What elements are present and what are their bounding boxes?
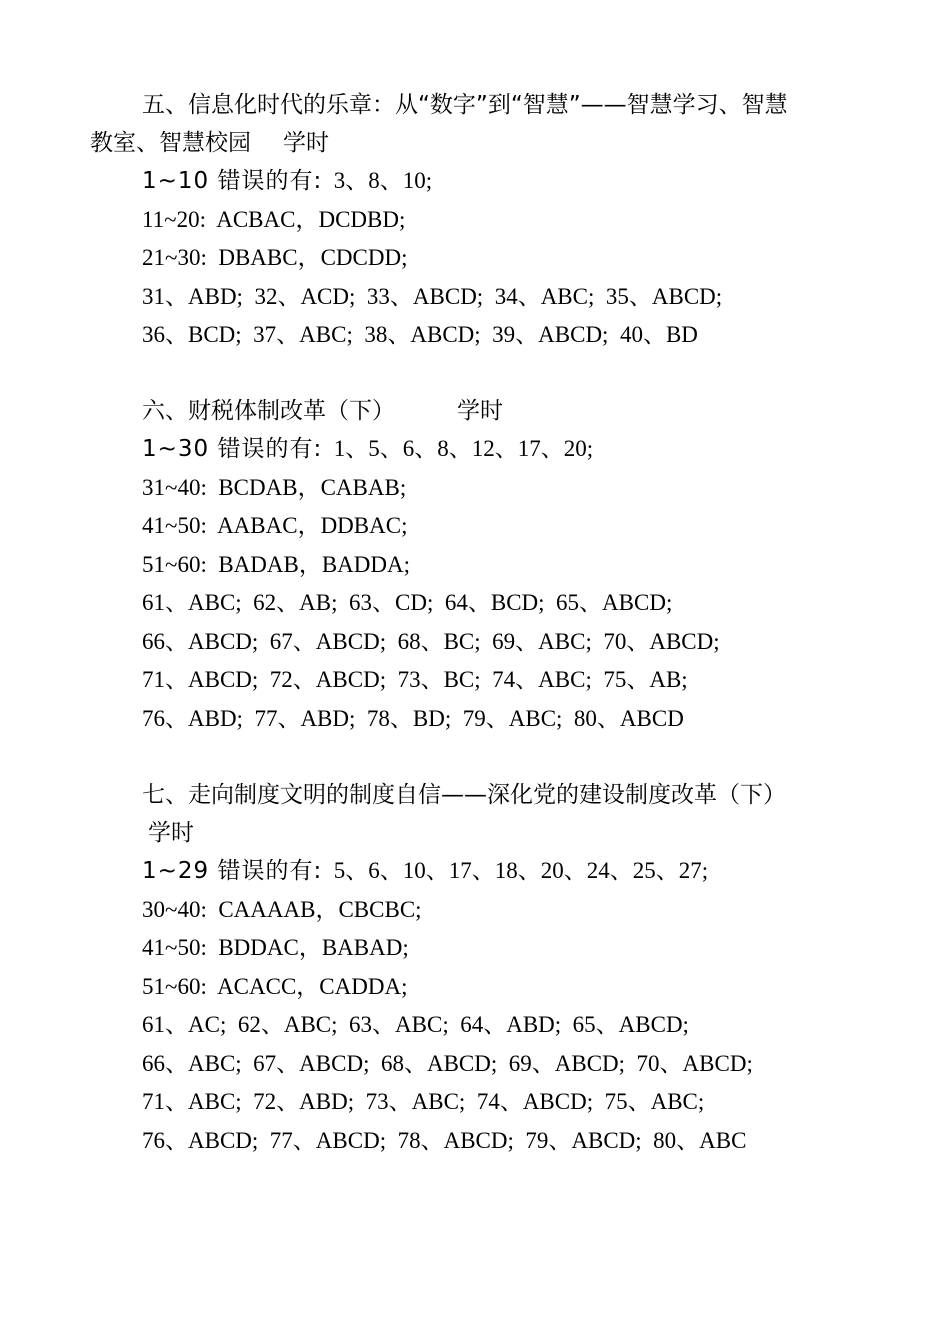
section-5: [0, 86, 950, 355]
section-6-wrong-values: 1、5、6、8、12、17、20;: [333, 436, 594, 461]
answer-line: 66、ABC; 67、ABCD; 68、ABCD; 69、ABCD; 70、ABCD;: [142, 1050, 753, 1076]
section-6-heading: [0, 392, 950, 430]
answer-line: 21~30: DBABC，CDCDD;: [142, 245, 408, 270]
section-5-wrong-label: 1~10 错误的有:: [142, 168, 323, 194]
answer-line: 31~40: BCDAB，CABAB;: [142, 474, 407, 500]
section-5-title-line1: 五、信息化时代的乐章：从“数字”到“智慧”——智慧学习、智慧: [142, 92, 788, 118]
section-5-title-line2: [0, 124, 950, 162]
section-5-title-line2-text: 教室、智慧校园: [90, 130, 251, 156]
answer-line: 51~60: ACACC，CADDA;: [142, 973, 408, 999]
section-7-title-line1: 七、走向制度文明的制度自信——深化党的建设制度改革（下）: [142, 782, 786, 808]
answer-line: 11~20: ACBAC，DCDBD;: [142, 206, 406, 232]
answer-line: 61、AC; 62、ABC; 63、ABC; 64、ABD; 65、ABCD;: [142, 1012, 689, 1037]
answer-line: 71、ABC; 72、ABD; 73、ABC; 74、ABCD; 75、ABC;: [142, 1089, 705, 1114]
section-6-wrong-answers: [0, 430, 950, 469]
answer-line: 51~60: BADAB，BADDA;: [142, 551, 411, 577]
section-6: [0, 392, 950, 738]
answer-line: 76、ABD; 77、ABD; 78、BD; 79、ABC; 80、ABCD: [142, 705, 684, 731]
section-5-heading: [0, 86, 950, 162]
answer-line: 41~50: BDDAC，BABAD;: [142, 935, 409, 960]
section-6-hours-label: 学时: [457, 398, 503, 424]
section-7-heading: [0, 776, 950, 852]
section-6-wrong-label: 1~30 错误的有:: [142, 436, 323, 462]
section-7: [0, 776, 950, 1160]
answer-line: 61、ABC; 62、AB; 63、CD; 64、BCD; 65、ABCD;: [142, 590, 673, 615]
section-5-wrong-answers: [0, 162, 950, 201]
answer-line: 36、BCD; 37、ABC; 38、ABCD; 39、ABCD; 40、BD: [142, 322, 698, 347]
section-6-title-line1: [0, 392, 950, 430]
section-7-wrong-values: 5、6、10、17、18、20、24、25、27;: [333, 858, 709, 883]
answer-line: 30~40: CAAAAB，CBCBC;: [142, 896, 422, 922]
answer-line: 31、ABD; 32、ACD; 33、ABCD; 34、ABC; 35、ABCD;: [142, 283, 723, 309]
section-7-hours-label: 学时: [148, 820, 194, 846]
answer-line: 71、ABCD; 72、ABCD; 73、BC; 74、ABC; 75、AB;: [142, 667, 688, 692]
section-7-wrong-label: 1~29 错误的有:: [142, 858, 323, 884]
section-5-wrong-values: 3、8、10;: [333, 168, 433, 193]
section-5-hours-label: 学时: [283, 130, 329, 156]
answer-line: 76、ABCD; 77、ABCD; 78、ABCD; 79、ABCD; 80、ABC: [142, 1127, 747, 1153]
answer-line: 66、ABCD; 67、ABCD; 68、BC; 69、ABC; 70、ABCD;: [142, 628, 720, 654]
answer-line: 41~50: AABAC，DDBAC;: [142, 513, 408, 538]
section-7-wrong-answers: [0, 852, 950, 891]
section-6-title-text: 六、财税体制改革（下）: [142, 398, 395, 424]
